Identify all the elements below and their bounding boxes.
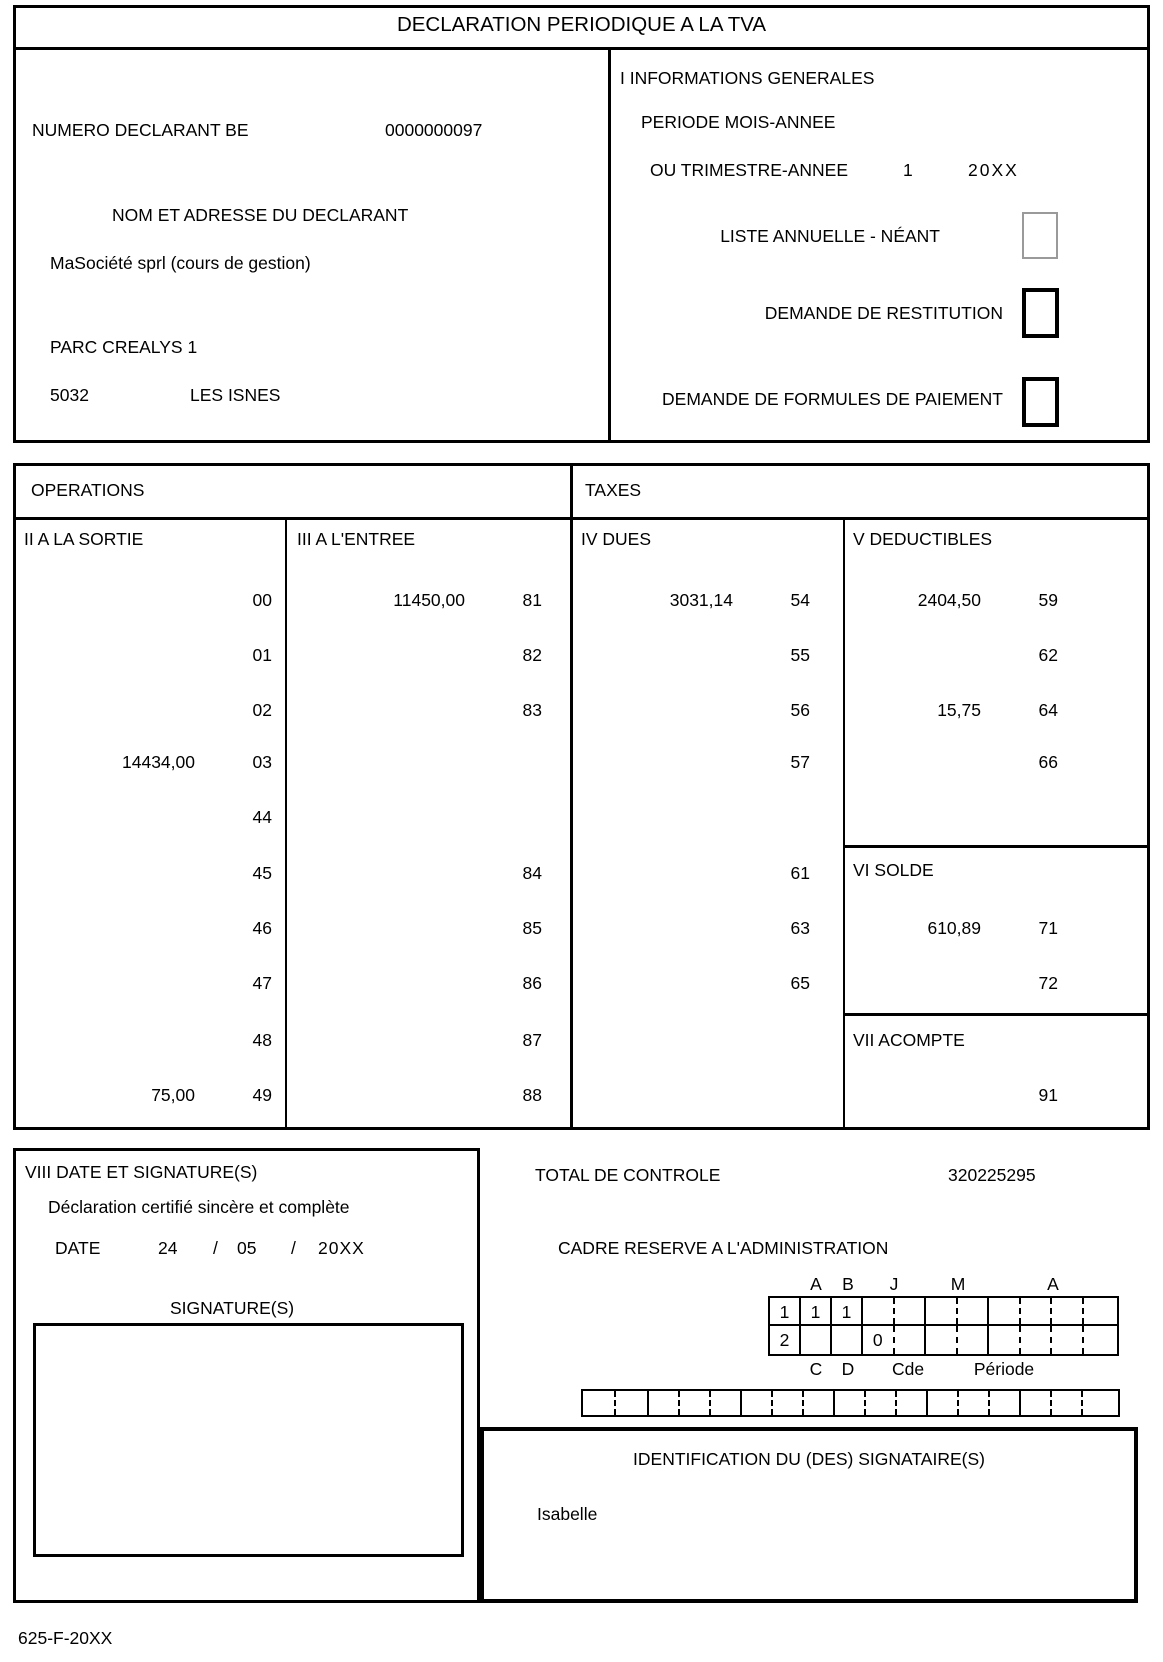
table-cell-66 — [808, 749, 1058, 775]
table-cell-54 — [560, 587, 810, 613]
numero-declarant-label: NUMERO DECLARANT BE — [32, 120, 249, 140]
signataire-name: Isabelle — [537, 1504, 598, 1524]
cell-code-65: 65 — [790, 973, 810, 993]
admin-code-strip-cell-7 — [773, 1391, 804, 1415]
cell-code-49: 49 — [252, 1085, 272, 1105]
table-cell-01 — [22, 642, 272, 668]
cell-code-87: 87 — [522, 1030, 542, 1050]
total-controle-value: 320225295 — [948, 1165, 1036, 1185]
admin-grid-cell-r2c7 — [958, 1326, 990, 1354]
date-signature-title: VIII DATE ET SIGNATURE(S) — [25, 1162, 258, 1182]
admin-grid-cell-r2c10 — [1052, 1326, 1084, 1354]
demande-formules-checkbox[interactable] — [1022, 377, 1059, 427]
table-cell-00 — [22, 587, 272, 613]
cell-code-81: 81 — [522, 590, 542, 610]
cell-code-45: 45 — [252, 863, 272, 883]
cell-code-66: 66 — [1038, 752, 1058, 772]
table-cell-81 — [292, 587, 542, 613]
admin-grid-cell-r1c9 — [1021, 1298, 1053, 1324]
admin-grid-cell-r1c2: 1 — [801, 1298, 832, 1324]
cell-value-54: 3031,14 — [669, 590, 733, 610]
solde-title: VI SOLDE — [853, 860, 934, 880]
admin-code-strip-cell-2 — [616, 1391, 649, 1415]
title-bar-divider — [13, 47, 1150, 50]
taxes-header: TAXES — [585, 480, 642, 500]
liste-annuelle-checkbox[interactable] — [1022, 212, 1058, 259]
admin-grid-cell-r2c6 — [926, 1326, 958, 1354]
admin-grid-cell-r2c1: 2 — [770, 1326, 801, 1354]
cell-code-01: 01 — [252, 645, 272, 665]
table-cell-83 — [292, 697, 542, 723]
cell-code-03: 03 — [252, 752, 272, 772]
table-cell-85 — [292, 915, 542, 941]
declarant-nom: MaSociété sprl (cours de gestion) — [50, 253, 311, 273]
admin-grid-cell-r1c7 — [958, 1298, 990, 1324]
table-cell-91 — [808, 1082, 1058, 1108]
admin-code-strip-cell-17 — [1083, 1391, 1114, 1415]
annee-value: 20XX — [968, 160, 1019, 180]
declarant-rue: PARC CREALYS 1 — [50, 337, 198, 357]
table-cell-87 — [292, 1027, 542, 1053]
cadre-reserve-label: CADRE RESERVE A L'ADMINISTRATION — [558, 1238, 889, 1258]
certify-statement: Déclaration certifié sincère et complète — [48, 1197, 350, 1217]
admin-grid-cell-r2c4: 0 — [863, 1326, 895, 1354]
operations-taxes-divider — [570, 466, 573, 1127]
admin-code-strip-cell-13 — [959, 1391, 990, 1415]
cell-value-59: 2404,50 — [917, 590, 981, 610]
table-cell-46 — [22, 915, 272, 941]
date-month: 05 — [237, 1238, 257, 1258]
cell-code-62: 62 — [1038, 645, 1058, 665]
cell-code-72: 72 — [1038, 973, 1058, 993]
table-cell-57 — [560, 749, 810, 775]
cell-code-59: 59 — [1038, 590, 1058, 610]
admin-code-strip-cell-9 — [835, 1391, 866, 1415]
admin-grid-cell-r1c1: 1 — [770, 1298, 801, 1324]
admin-grid-cell-r1c5 — [895, 1298, 927, 1324]
admin-grid-cell-r1c6 — [926, 1298, 958, 1324]
solde-section-divider — [843, 845, 1147, 848]
date-label: DATE — [55, 1238, 101, 1258]
admin-grid-cell-r2c3 — [832, 1326, 863, 1354]
col-title-dues: IV DUES — [581, 529, 652, 549]
form-title: DECLARATION PERIODIQUE A LA TVA — [396, 13, 767, 36]
table-cell-47 — [22, 970, 272, 996]
table-cell-49 — [22, 1082, 272, 1108]
table-cell-84 — [292, 860, 542, 886]
table-cell-72 — [808, 970, 1058, 996]
admin-grid-top-label-5: A — [1047, 1274, 1059, 1294]
table-cell-56 — [560, 697, 810, 723]
admin-code-strip-cell-5 — [711, 1391, 742, 1415]
admin-code-strip-row — [583, 1391, 1118, 1415]
cell-value-81: 11450,00 — [393, 590, 465, 610]
cell-code-71: 71 — [1038, 918, 1058, 938]
table-cell-86 — [292, 970, 542, 996]
admin-code-strip-cell-10 — [866, 1391, 897, 1415]
table-cell-88 — [292, 1082, 542, 1108]
admin-grid-cell-r1c11 — [1084, 1298, 1116, 1324]
signature-area[interactable] — [33, 1323, 464, 1557]
demande-restitution-label: DEMANDE DE RESTITUTION — [764, 303, 1003, 323]
admin-grid-row-2 — [770, 1326, 1117, 1354]
col-title-deductibles: V DEDUCTIBLES — [853, 529, 993, 549]
cell-code-86: 86 — [522, 973, 542, 993]
admin-grid-cell-r1c8 — [989, 1298, 1021, 1324]
table-cell-02 — [22, 697, 272, 723]
cell-code-82: 82 — [522, 645, 542, 665]
table-cell-82 — [292, 642, 542, 668]
infos-generales-title: I INFORMATIONS GENERALES — [620, 68, 875, 88]
cell-code-88: 88 — [522, 1085, 542, 1105]
admin-grid-top-label-3: J — [889, 1274, 899, 1294]
cell-code-44: 44 — [252, 807, 272, 827]
table-cell-59 — [808, 587, 1058, 613]
cell-code-55: 55 — [790, 645, 810, 665]
admin-grid-top-label-2: B — [842, 1274, 854, 1294]
cell-code-46: 46 — [252, 918, 272, 938]
table-cell-44 — [22, 804, 272, 830]
acompte-section-divider — [843, 1013, 1147, 1016]
admin-grid-bottom-label-2: D — [841, 1359, 855, 1379]
cell-code-54: 54 — [790, 590, 810, 610]
demande-restitution-checkbox[interactable] — [1022, 288, 1059, 338]
admin-grid-cell-r2c8 — [989, 1326, 1021, 1354]
date-day: 24 — [158, 1238, 178, 1258]
table-cell-45 — [22, 860, 272, 886]
admin-code-strip-cell-3 — [649, 1391, 680, 1415]
table-cell-48 — [22, 1027, 272, 1053]
total-controle-label: TOTAL DE CONTROLE — [535, 1165, 721, 1185]
date-separator-2: / — [291, 1238, 296, 1258]
cell-code-57: 57 — [790, 752, 810, 772]
table-cell-03 — [22, 749, 272, 775]
admin-code-strip-cell-12 — [928, 1391, 959, 1415]
admin-grid-cell-r1c4 — [863, 1298, 895, 1324]
cell-code-91: 91 — [1038, 1085, 1058, 1105]
cell-code-02: 02 — [252, 700, 272, 720]
cell-value-64: 15,75 — [937, 700, 981, 720]
numero-declarant-value: 0000000097 — [385, 120, 483, 140]
table-cell-64 — [808, 697, 1058, 723]
col-title-entree: III A L'ENTREE — [297, 529, 416, 549]
operations-taxes-table — [13, 463, 1150, 1130]
cell-code-84: 84 — [522, 863, 542, 883]
admin-grid-cell-r2c11 — [1084, 1326, 1116, 1354]
admin-grid-cell-r2c9 — [1021, 1326, 1053, 1354]
cell-value-49: 75,00 — [151, 1085, 195, 1105]
admin-grid-cell-r2c2 — [801, 1326, 832, 1354]
cell-code-63: 63 — [790, 918, 810, 938]
table-header-divider — [16, 517, 1147, 520]
admin-code-strip-cell-1 — [583, 1391, 616, 1415]
identification-title: IDENTIFICATION DU (DES) SIGNATAIRE(S) — [633, 1449, 985, 1469]
date-year: 20XX — [318, 1238, 365, 1258]
sortie-entree-divider — [285, 517, 287, 1127]
admin-code-strip — [581, 1389, 1120, 1417]
cell-code-47: 47 — [252, 973, 272, 993]
table-cell-61 — [560, 860, 810, 886]
nom-adresse-label: NOM ET ADRESSE DU DECLARANT — [112, 205, 409, 225]
admin-code-strip-cell-4 — [680, 1391, 711, 1415]
admin-code-strip-cell-14 — [990, 1391, 1021, 1415]
table-cell-71 — [808, 915, 1058, 941]
signatures-label: SIGNATURE(S) — [170, 1298, 295, 1318]
col-title-sortie: II A LA SORTIE — [24, 529, 144, 549]
admin-grid-bottom-label-3: Cde — [891, 1359, 925, 1379]
admin-grid-cell-r1c3: 1 — [832, 1298, 863, 1324]
cell-code-48: 48 — [252, 1030, 272, 1050]
cell-code-56: 56 — [790, 700, 810, 720]
admin-grid-top-label-1: A — [810, 1274, 822, 1294]
acompte-title: VII ACOMPTE — [853, 1030, 965, 1050]
cell-value-71: 610,89 — [927, 918, 981, 938]
table-cell-55 — [560, 642, 810, 668]
cell-code-61: 61 — [790, 863, 810, 883]
admin-code-strip-cell-15 — [1021, 1391, 1052, 1415]
top-panels-divider — [608, 47, 611, 443]
operations-header: OPERATIONS — [31, 480, 145, 500]
declarant-ville: LES ISNES — [190, 385, 281, 405]
admin-grid-bottom-label-1: C — [809, 1359, 823, 1379]
admin-grid-cell-r1c10 — [1052, 1298, 1084, 1324]
admin-grid-row-1 — [770, 1298, 1117, 1326]
cell-code-85: 85 — [522, 918, 542, 938]
admin-code-strip-cell-8 — [804, 1391, 835, 1415]
table-cell-62 — [808, 642, 1058, 668]
cell-value-03: 14434,00 — [122, 752, 195, 772]
admin-code-strip-cell-16 — [1052, 1391, 1083, 1415]
admin-code-strip-cell-11 — [897, 1391, 928, 1415]
trimestre-value: 1 — [903, 160, 913, 180]
admin-grid — [768, 1296, 1119, 1356]
trimestre-annee-label: OU TRIMESTRE-ANNEE — [650, 160, 849, 180]
admin-code-strip-cell-6 — [742, 1391, 773, 1415]
declarant-code-postal: 5032 — [50, 385, 89, 405]
admin-grid-bottom-label-4: Période — [973, 1359, 1035, 1379]
periode-mois-annee-label: PERIODE MOIS-ANNEE — [641, 112, 836, 132]
admin-grid-top-label-4: M — [950, 1274, 966, 1294]
form-code: 625-F-20XX — [18, 1628, 113, 1648]
cell-code-00: 00 — [252, 590, 272, 610]
cell-code-83: 83 — [522, 700, 542, 720]
demande-formules-label: DEMANDE DE FORMULES DE PAIEMENT — [662, 389, 1003, 409]
cell-code-64: 64 — [1038, 700, 1058, 720]
liste-annuelle-label: LISTE ANNUELLE - NÉANT — [720, 226, 940, 246]
table-cell-63 — [560, 915, 810, 941]
date-separator-1: / — [213, 1238, 218, 1258]
admin-grid-cell-r2c5 — [895, 1326, 927, 1354]
table-cell-65 — [560, 970, 810, 996]
